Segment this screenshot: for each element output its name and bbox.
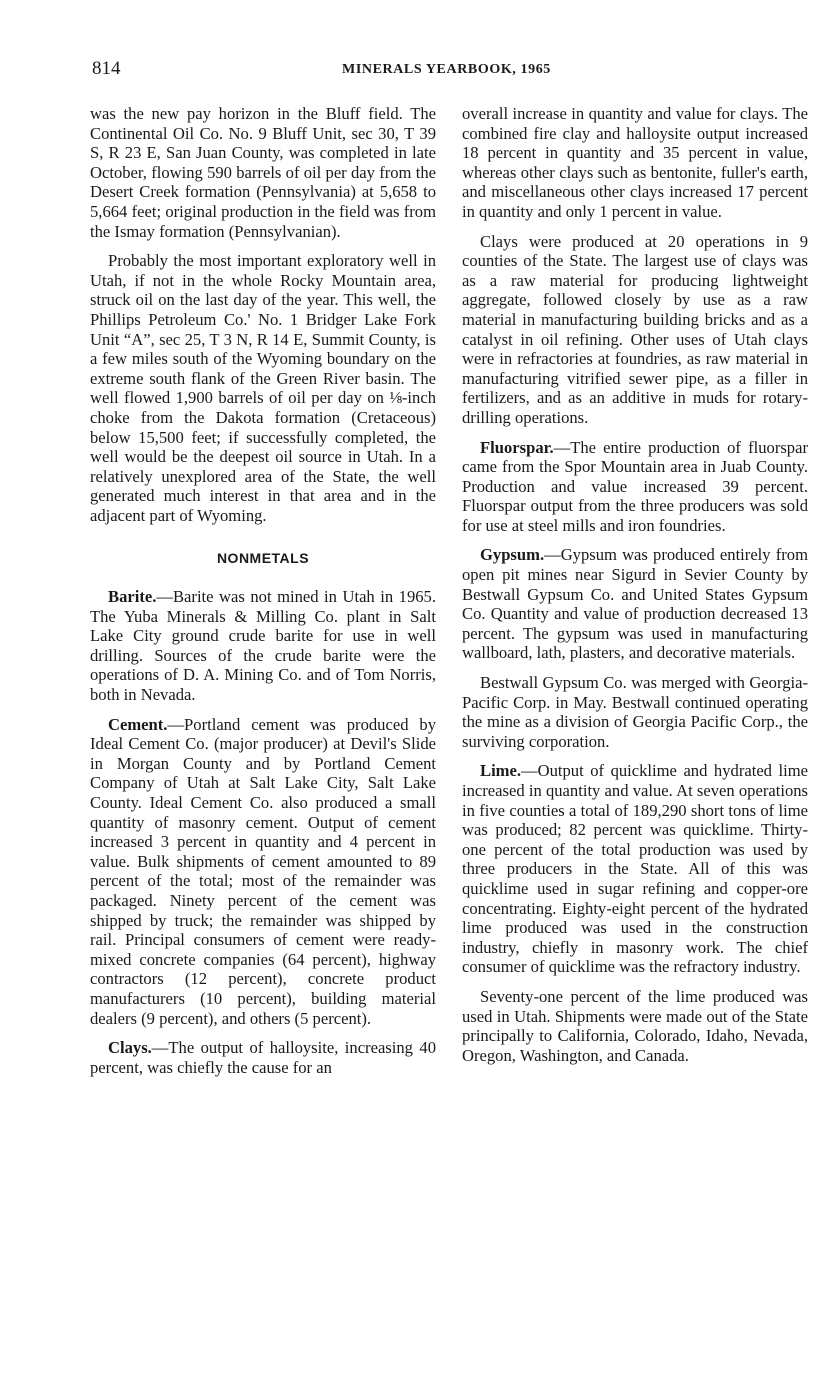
run-in-heading: Lime. <box>480 761 522 781</box>
run-in-heading: Barite. <box>108 587 157 607</box>
paragraph-text: —Gypsum was produced entirely from open pit mines near Sigurd in Sevier County by Bestwall Gypsum Co. and United States Gypsum Co. Quantity and value of production decreased 13 percent. The gypsum was used in manufacturing wallboard, lath, plasters, and decorative materials. <box>462 545 808 663</box>
run-in-heading: Cement. <box>108 714 168 734</box>
paragraph-text: —The entire production of fluorspar came from the Spor Mountain area in Juab County. Production and value increased 39 percent. Fluorspar output from the three producers was sold for use at steel mills and iron foundries. <box>462 437 808 535</box>
run-in-heading: Clays. <box>108 1038 152 1058</box>
paragraph-cement <box>90 715 436 1029</box>
paragraph-text: —Portland cement was produced by Ideal Cement Co. (major producer) at Devil's Slide in Morgan County and by Portland Cement Company of Utah at Salt Lake City, Salt Lake County. Ideal Cement Co. also produced a small quantity of masonry cement. Output of cement increased 3 percent in quantity and 4 percent in value. Bulk shipments of cement amounted to 89 percent of the total; most of the remainder was packaged. Ninety percent of the cement was shipped by truck; the remainder was shipped by rail. Principal consumers of cement were ready-mixed concrete companies (64 percent), highway contractors (12 percent), concrete product manufacturers (10 percent), building material dealers (9 percent), and others (5 percent). <box>90 714 436 1028</box>
paragraph-text: —The output of halloysite, increasing 40 percent, was chiefly the cause for an <box>90 1038 436 1077</box>
paragraph-lime <box>462 761 808 977</box>
run-in-heading: Gypsum. <box>480 545 545 565</box>
paragraph: Probably the most important exploratory well in Utah, if not in the whole Rocky Mountain area, struck oil on the last day of the year. This well, the Phillips Petroleum Co.' No. 1 Bridger Lake Fork Unit “A”, sec 25, T 3 N, R 14 E, Summit County, is a few miles south of the Wyoming boundary on the extreme south flank of the Green River basin. The well flowed 1,900 barrels of oil per day on ⅛-inch choke from the Dakota formation (Cretaceous) below 15,500 feet; if successfully completed, the well would be the deepest oil source in Utah. In a relatively unexplored area of the State, the well generated much interest in that area and in the adjacent part of Wyoming. <box>90 251 436 525</box>
paragraph-text: —Output of quicklime and hydrated lime increased in quantity and value. At seven operations in five counties a total of 189,290 short tons of lime was produced; 82 percent was quicklime. Thirty-one percent of the total production was used by three producers in the State. All of this was quicklime used in sugar refining and copper-ore concentrating. Eighty-eight percent of the hydrated lime produced was used in the construction industry, chiefly in masonry work. The chief consumer of quicklime was the refractory industry. <box>462 761 808 977</box>
right-column <box>462 104 808 1075</box>
paragraph-gypsum <box>462 545 808 663</box>
paragraph: Seventy-one percent of the lime produced was used in Utah. Shipments were made out of the State principally to California, Colorado, Idaho, Nevada, Oregon, Washington, and Canada. <box>462 986 808 1065</box>
page-number: 814 <box>92 58 121 79</box>
paragraph-barite <box>90 587 436 705</box>
paragraph-text: —Barite was not mined in Utah in 1965. The Yuba Minerals & Milling Co. plant in Salt Lake City ground crude barite for use in well drilling. Sources of the crude barite were the operations of D. A. Mining Co. and of Tom Norris, both in Nevada. <box>90 587 436 705</box>
paragraph: overall increase in quantity and value for clays. The combined fire clay and halloysite output increased 18 percent in quantity and 35 percent in value, whereas other clays such as bentonite, fuller's earth, and miscellaneous other clays increased 17 percent in quantity and only 1 percent in value. <box>462 104 808 221</box>
running-title: MINERALS YEARBOOK, 1965 <box>342 62 551 77</box>
section-heading: NONMETALS <box>216 550 310 567</box>
paragraph: Bestwall Gypsum Co. was merged with Georgia-Pacific Corp. in May. Bestwall continued operating the mine as a division of Georgia Pacific Corp., the surviving corporation. <box>462 673 808 751</box>
page-header <box>92 58 782 82</box>
paragraph: was the new pay horizon in the Bluff field. The Continental Oil Co. No. 9 Bluff Unit, sec 30, T 39 S, R 23 E, San Juan County, was completed in late October, flowing 590 barrels of oil per day from the Desert Creek formation (Pennsylvania) at 5,658 to 5,664 feet; original production in the field was from the Ismay formation (Pennsylvanian). <box>90 104 436 241</box>
run-in-heading: Fluorspar. <box>480 437 554 457</box>
paragraph-clays <box>90 1038 436 1077</box>
left-column <box>90 104 436 1087</box>
paragraph-fluorspar <box>462 438 808 536</box>
paragraph: Clays were produced at 20 operations in 9 counties of the State. The largest use of clays was as a raw material for producing lightweight aggregate, followed closely by use as a raw material in manufacturing building bricks and as a catalyst in oil refining. Other uses of Utah clays were in refractories at foundries, as raw material in manufacturing vitrified sewer pipe, as a filler in fertilizers, and as an additive in muds for rotary-drilling operations. <box>462 231 808 427</box>
